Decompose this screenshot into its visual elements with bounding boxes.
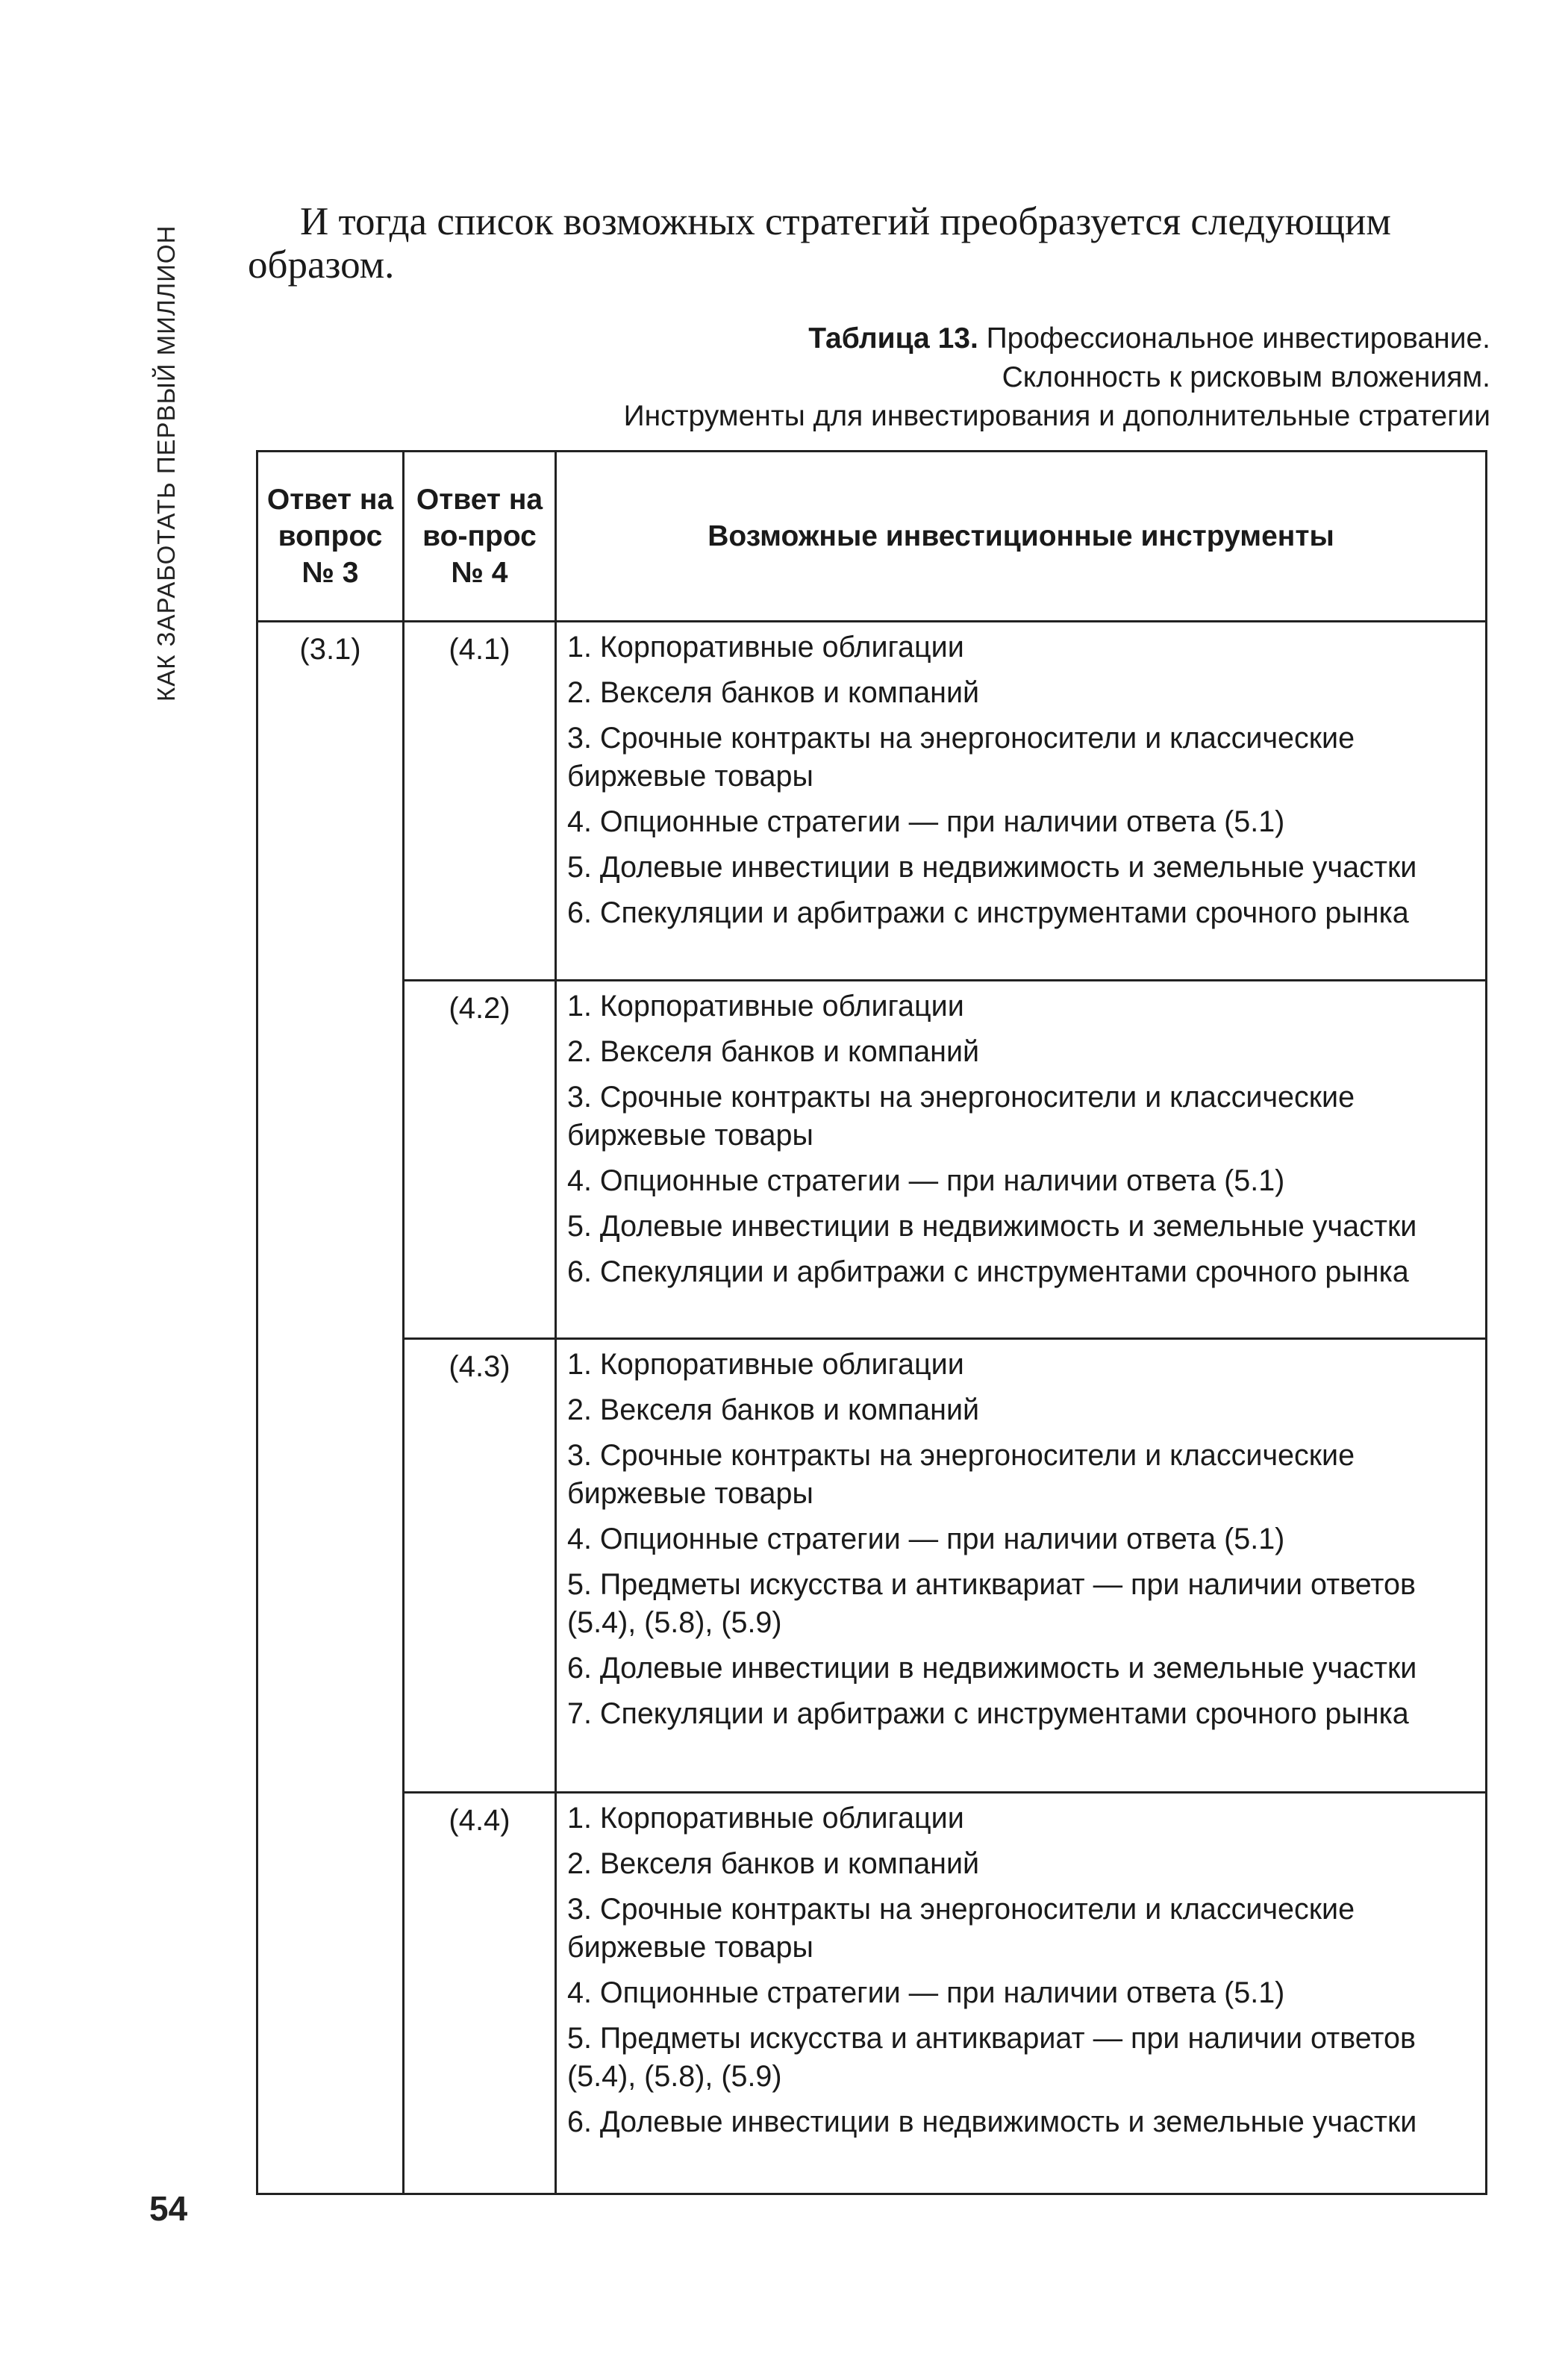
table-row <box>257 622 1487 981</box>
header-question-3: Ответ на вопрос № 3 <box>257 452 404 622</box>
answer-q4-cell: (4.2) <box>404 980 556 1339</box>
table-row <box>257 1339 1487 1793</box>
list-item: 5. Предметы искусства и антиквариат — при наличии ответов (5.4), (5.8), (5.9) <box>567 2021 1416 2093</box>
table-caption <box>296 319 1490 436</box>
header-question-4: Ответ на во-прос № 4 <box>404 452 556 622</box>
caption-line-1 <box>296 319 1490 358</box>
list-item: 5. Предметы искусства и антиквариат — при наличии ответов (5.4), (5.8), (5.9) <box>567 1568 1416 1640</box>
caption-label: Таблица 13. <box>808 322 978 355</box>
table-row <box>257 1792 1487 2194</box>
list-item: 5. Долевые инвестиции в недвижимость и земельные участки <box>567 1209 1417 1243</box>
list-item: 2. Векселя банков и компаний <box>567 1393 980 1427</box>
list-item: 1. Корпоративные облигации <box>567 989 964 1023</box>
list-item: 4. Опционные стратегии — при наличии ответа (5.1) <box>567 1523 1285 1556</box>
instruments-cell <box>556 1339 1487 1793</box>
list-item: 6. Спекуляции и арбитражи с инструментами срочного рынка <box>567 896 1409 929</box>
caption-title: Профессиональное инвестирование. <box>986 322 1490 355</box>
intro-paragraph: И тогда список возможных стратегий преобразуется следующим образом. <box>248 200 1391 287</box>
instruments-cell <box>556 980 1487 1339</box>
answer-q4-cell: (4.4) <box>404 1792 556 2194</box>
list-item: 3. Срочные контракты на энергоносители и классические биржевые товары <box>567 1892 1355 1964</box>
table-row <box>257 980 1487 1339</box>
answer-q4-cell: (4.1) <box>404 622 556 981</box>
header-instruments: Возможные инвестиционные инструменты <box>556 452 1487 622</box>
list-item: 3. Срочные контракты на энергоносители и классические биржевые товары <box>567 722 1355 793</box>
list-item: 6. Спекуляции и арбитражи с инструментами срочного рынка <box>567 1255 1409 1288</box>
page-number: 54 <box>149 2189 188 2228</box>
list-item: 1. Корпоративные облигации <box>567 1801 964 1835</box>
list-item: 3. Срочные контракты на энергоносители и классические биржевые товары <box>567 1080 1355 1152</box>
list-item: 6. Долевые инвестиции в недвижимость и земельные участки <box>567 2105 1417 2138</box>
list-item: 3. Срочные контракты на энергоносители и классические биржевые товары <box>567 1439 1355 1511</box>
list-item: 2. Векселя банков и компаний <box>567 1034 980 1068</box>
investment-table <box>256 450 1487 2195</box>
list-item: 5. Долевые инвестиции в недвижимость и земельные участки <box>567 851 1417 884</box>
instruments-cell <box>556 622 1487 981</box>
list-item: 1. Корпоративные облигации <box>567 1348 964 1382</box>
answer-q3-cell: (3.1) <box>257 622 404 2194</box>
list-item: 2. Векселя банков и компаний <box>567 1847 980 1880</box>
caption-line-3: Инструменты для инвестирования и дополнительные стратегии <box>623 400 1490 432</box>
list-item: 4. Опционные стратегии — при наличии ответа (5.1) <box>567 805 1285 838</box>
list-item: 2. Векселя банков и компаний <box>567 676 980 709</box>
answer-q4-cell: (4.3) <box>404 1339 556 1793</box>
caption-line-2: Склонность к рисковым вложениям. <box>1002 361 1490 393</box>
instruments-cell <box>556 1792 1487 2194</box>
list-item: 6. Долевые инвестиции в недвижимость и земельные участки <box>567 1652 1417 1685</box>
running-head: КАК ЗАРАБОТАТЬ ПЕРВЫЙ МИЛЛИОН <box>152 225 180 702</box>
list-item: 1. Корпоративные облигации <box>567 631 964 664</box>
list-item: 7. Спекуляции и арбитражи с инструментами срочного рынка <box>567 1697 1409 1731</box>
list-item: 4. Опционные стратегии — при наличии ответа (5.1) <box>567 1976 1285 2009</box>
list-item: 4. Опционные стратегии — при наличии ответа (5.1) <box>567 1164 1285 1197</box>
table-header-row <box>257 452 1487 622</box>
